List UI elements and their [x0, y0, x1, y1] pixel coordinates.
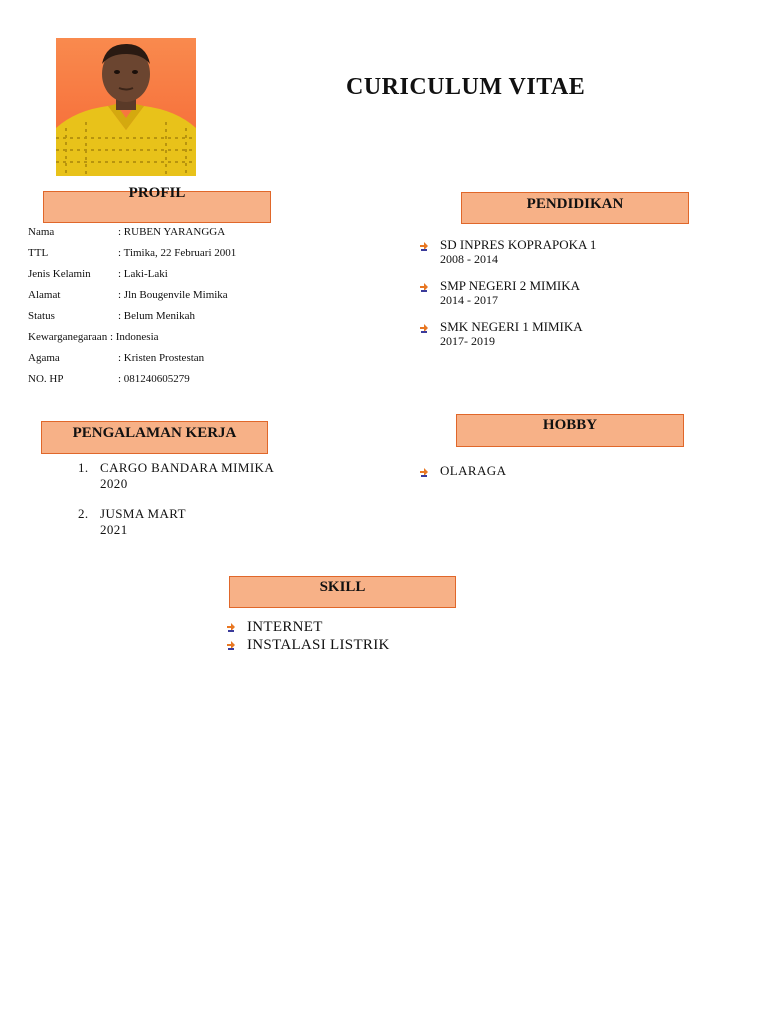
arrow-bullet-icon — [418, 466, 430, 478]
section-header-hobby-label: HOBBY — [542, 417, 598, 433]
section-header-pengalaman-kerja-label: PENGALAMAN KERJA — [72, 425, 237, 441]
education-years: 2014 - 2017 — [440, 293, 498, 307]
section-header-pengalaman-kerja — [41, 421, 268, 454]
arrow-bullet-icon — [225, 639, 237, 651]
arrow-bullet-icon — [225, 621, 237, 633]
profile-label: Nama — [28, 226, 55, 238]
education-school: SD INPRES KOPRAPOKA 1 — [440, 237, 597, 252]
profile-photo — [56, 38, 196, 176]
profile-label: Kewarganegaraan — [28, 331, 108, 343]
work-year: 2020 — [100, 476, 128, 491]
profile-value: : RUBEN YARANGGA — [118, 226, 226, 238]
section-header-skill — [229, 576, 456, 608]
profile-value: : 081240605279 — [118, 373, 190, 385]
education-years: 2008 - 2014 — [440, 252, 498, 266]
arrow-bullet-icon — [418, 240, 430, 252]
education-school: SMK NEGERI 1 MIMIKA — [440, 319, 583, 334]
hobby-item: OLARAGA — [440, 463, 507, 478]
work-year: 2021 — [100, 522, 128, 537]
education-years: 2017- 2019 — [440, 334, 495, 348]
profile-value: : Laki-Laki — [118, 268, 168, 280]
profile-value: : Jln Bougenvile Mimika — [118, 289, 228, 301]
profile-label: TTL — [28, 247, 49, 259]
work-number: 2. — [78, 506, 89, 521]
profile-label: Status — [28, 310, 55, 322]
arrow-bullet-icon — [418, 281, 430, 293]
section-header-skill-label: SKILL — [319, 579, 366, 595]
work-place: JUSMA MART — [100, 506, 186, 521]
profile-value: : Timika, 22 Februari 2001 — [118, 247, 237, 259]
profile-label: Agama — [28, 352, 60, 364]
skill-item: INTERNET — [247, 619, 323, 635]
profile-label: Alamat — [28, 289, 61, 301]
section-header-pendidikan-label: PENDIDIKAN — [526, 196, 624, 212]
work-place: CARGO BANDARA MIMIKA — [100, 460, 275, 475]
section-header-pendidikan — [461, 192, 689, 224]
profile-value: : Indonesia — [109, 331, 159, 343]
skill-item: INSTALASI LISTRIK — [247, 637, 390, 653]
arrow-bullet-icon — [418, 322, 430, 334]
profile-value: : Belum Menikah — [118, 310, 195, 322]
page-title: CURICULUM VITAE — [346, 74, 586, 100]
profile-label: NO. HP — [28, 373, 64, 385]
section-header-profil — [43, 185, 271, 223]
profile-value: : Kristen Prostestan — [118, 352, 205, 364]
education-school: SMP NEGERI 2 MIMIKA — [440, 278, 580, 293]
section-header-hobby — [456, 414, 684, 447]
section-header-profil-label: PROFIL — [128, 185, 186, 201]
profile-row — [28, 331, 159, 343]
profile-label: Jenis Kelamin — [28, 268, 91, 280]
work-number: 1. — [78, 460, 89, 475]
